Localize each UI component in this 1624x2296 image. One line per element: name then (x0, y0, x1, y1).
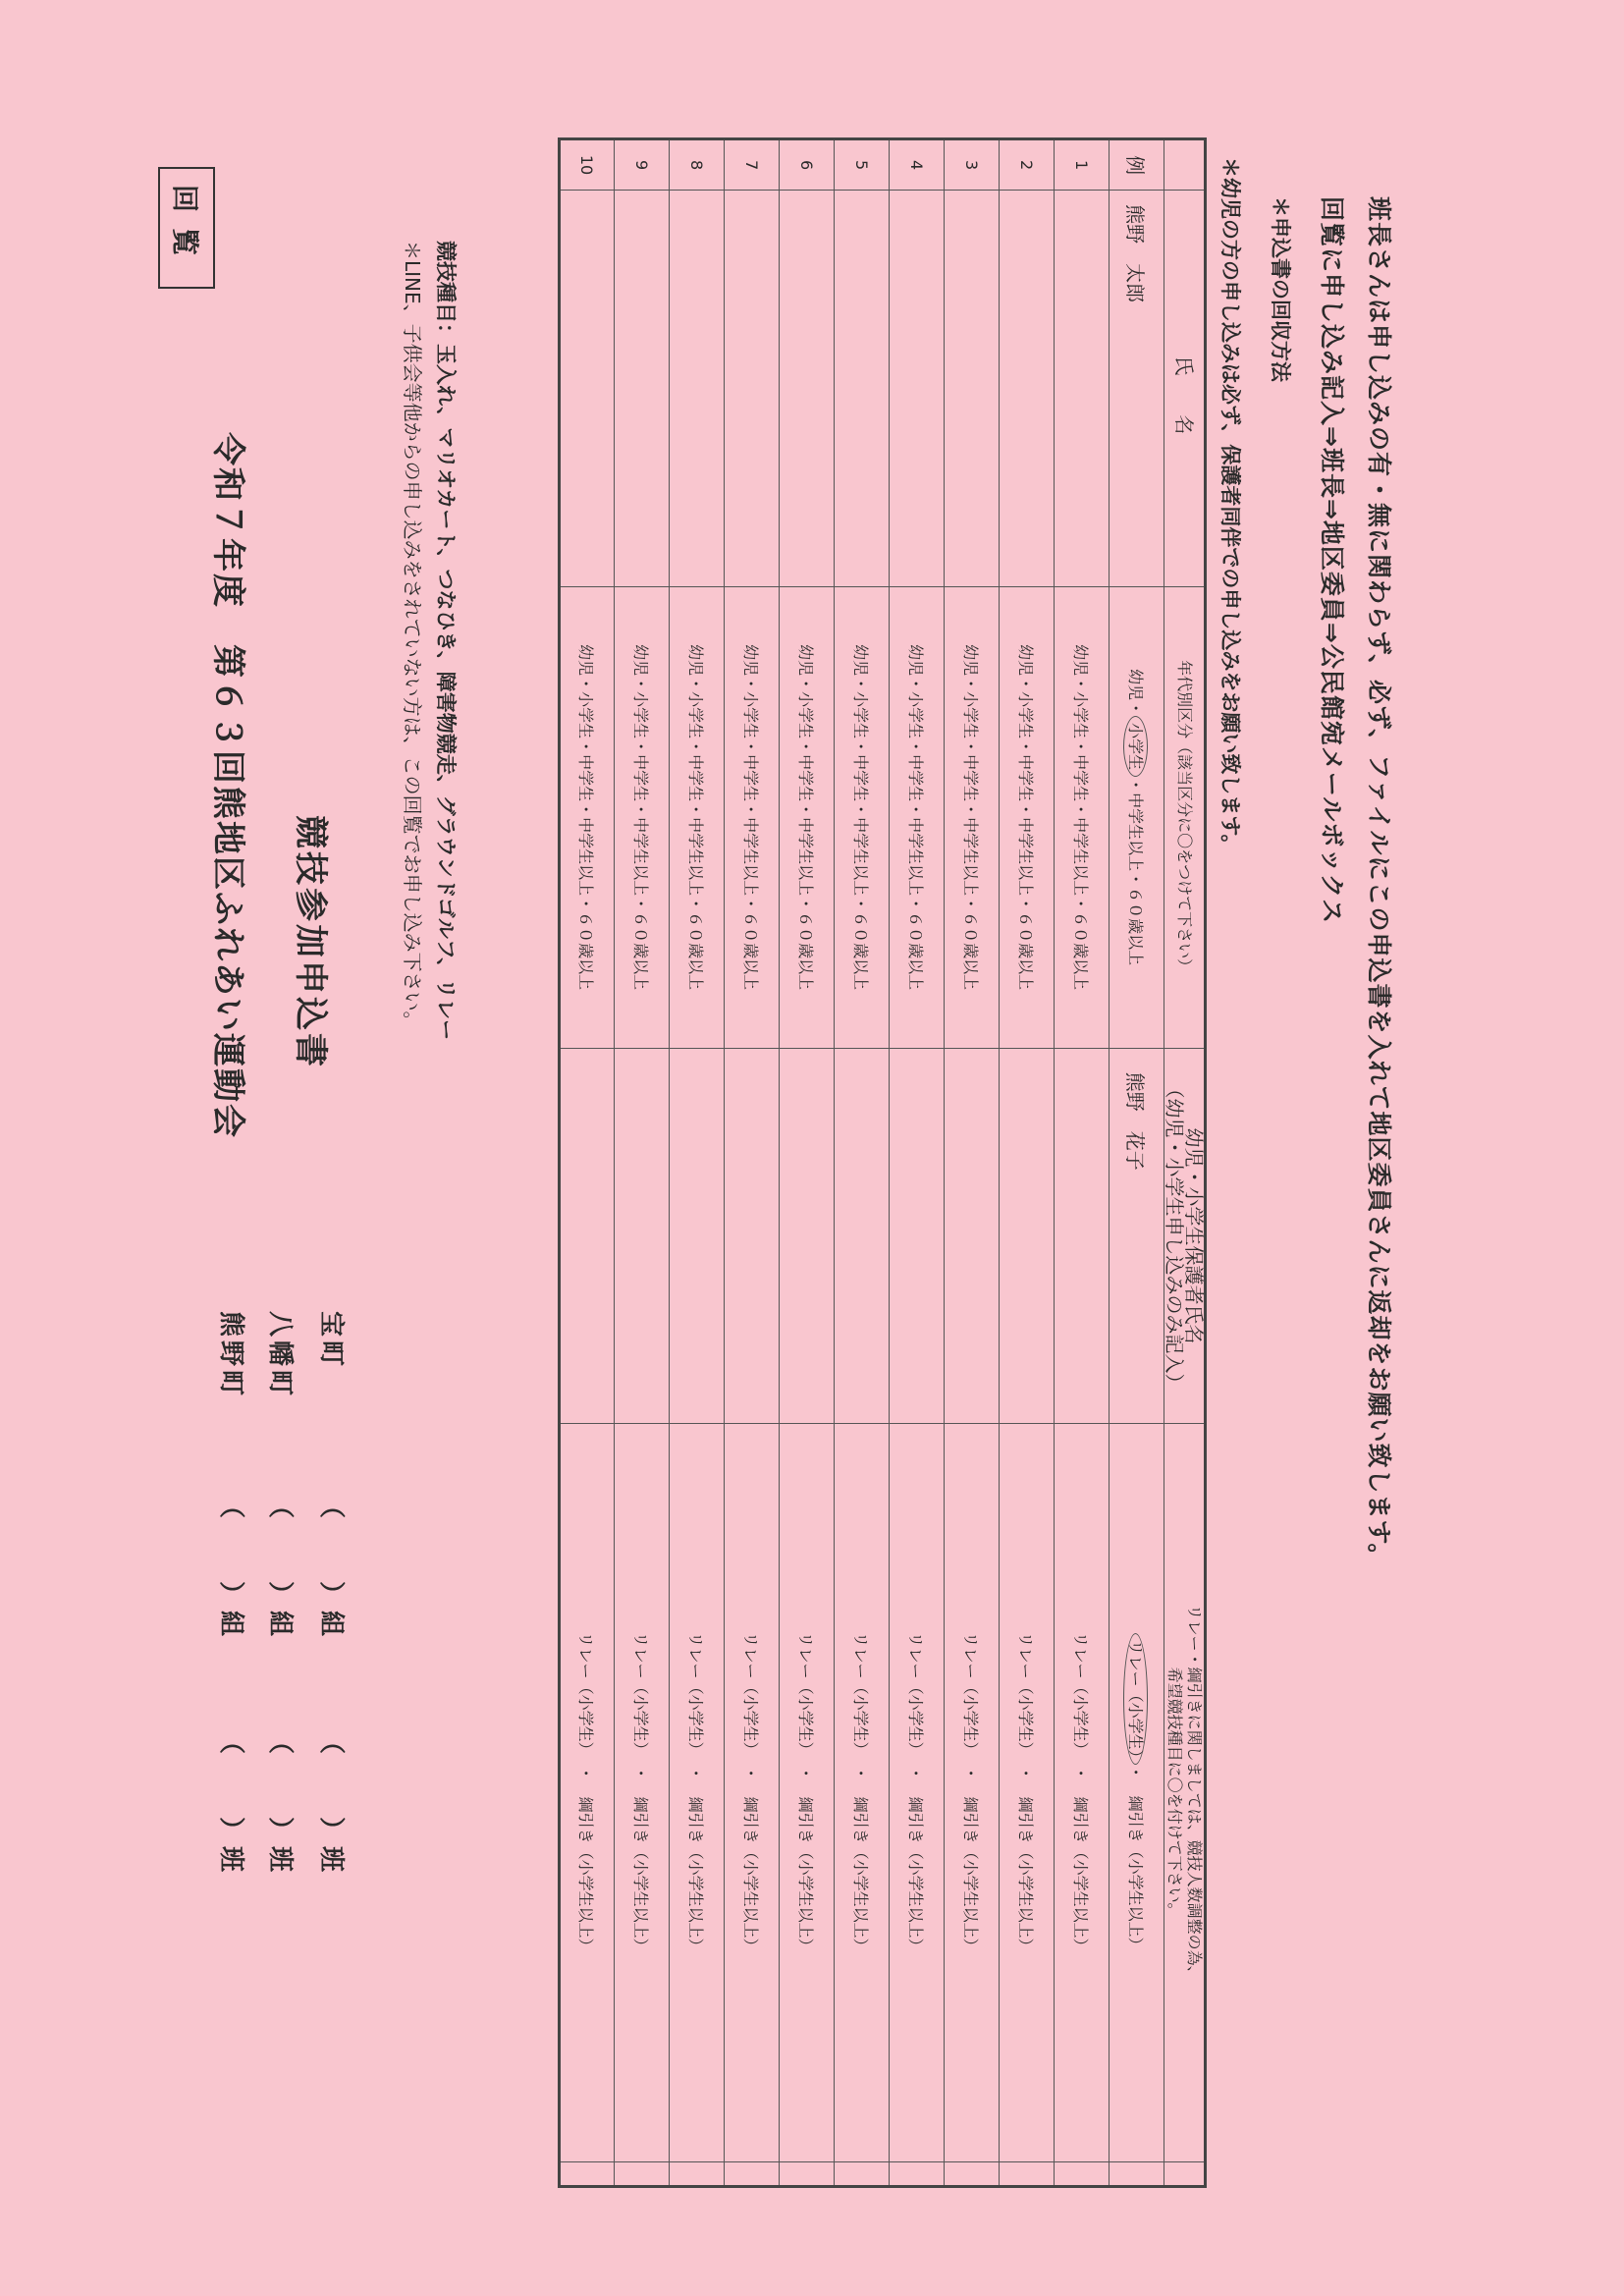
relay-cell[interactable]: リレー（小学生） ・ 綱引き（小学生以上） (780, 1424, 835, 2162)
name-cell[interactable] (945, 191, 1000, 586)
name-cell[interactable] (890, 191, 945, 586)
line-note: ＊LINE、子供会等他からの申し込みをされていない方は、この回覧でお申し込み下さい。 (401, 241, 424, 1031)
relay-cell[interactable]: リレー（小学生） ・ 綱引き（小学生以上） (725, 1424, 780, 2162)
age-post: ・中学生以上・６０歳以上 (1126, 777, 1145, 966)
relay-cell[interactable]: リレー（小学生） ・ 綱引き（小学生以上） (835, 1424, 890, 2162)
age-cell[interactable]: 幼児・小学生・中学生・中学生以上・６０歳以上 (835, 586, 890, 1048)
name-cell[interactable] (670, 191, 725, 586)
row-number: 6 (780, 139, 835, 191)
header-age: 年代別区分（該当区分に〇をつけて下さい） (1164, 586, 1206, 1048)
name-cell[interactable] (615, 191, 670, 586)
table-row (1055, 139, 1110, 2187)
blank-cell (560, 2161, 615, 2186)
age-pre: 幼児・ (1126, 669, 1145, 717)
table-row (835, 139, 890, 2187)
age-cell[interactable]: 幼児・小学生・中学生・中学生以上・６０歳以上 (615, 586, 670, 1048)
row-number: 10 (560, 139, 615, 191)
town-han: （ ）班 (265, 1728, 295, 1877)
table-row (1000, 139, 1055, 2187)
blank-cell (615, 2161, 670, 2186)
events-note: 競技種目：玉入れ、マリオカート、つなひき、障害物競走、グラウンドゴルフ、リレー (434, 241, 458, 1041)
table-row (890, 139, 945, 2187)
age-cell[interactable]: 幼児・小学生・中学生・中学生以上・６０歳以上 (780, 586, 835, 1048)
header-guardian-line2: （幼児・小学生申し込みのみ記入） (1163, 1078, 1186, 1394)
page-title: 令和７年度 第６３回熊地区ふれあい運動会 (208, 432, 247, 1139)
guardian-cell[interactable] (725, 1048, 780, 1424)
blank-cell (1000, 2161, 1055, 2186)
age-cell[interactable]: 幼児・小学生・中学生・中学生以上・６０歳以上 (560, 586, 615, 1048)
age-cell[interactable]: 幼児・小学生・中学生・中学生以上・６０歳以上 (1055, 586, 1110, 1048)
page-subtitle: 競技参加申込書 (291, 815, 330, 1069)
application-table (558, 137, 1207, 2188)
collect-flow: 回覧に申し込み記入⇒班長⇒地区委員⇒公民館宛メールボックス (1318, 196, 1346, 925)
row-number: 4 (890, 139, 945, 191)
row-number: 9 (615, 139, 670, 191)
guardian-cell[interactable] (890, 1048, 945, 1424)
table-row (945, 139, 1000, 2187)
header-guardian-line1: 幼児・小学生保護者氏名 (1182, 1127, 1206, 1344)
town-kumi: （ ）組 (216, 1493, 245, 1641)
row-number: 例 (1110, 139, 1164, 191)
relay-post: ・ 綱引き（小学生以上） (1126, 1764, 1145, 1953)
infant-note: ＊幼児の方の申し込みは必ず、保護者同伴での申し込みをお願い致します。 (1218, 157, 1242, 855)
relay-cell[interactable]: リレー（小学生） ・ 綱引き（小学生以上） (560, 1424, 615, 2162)
guardian-cell[interactable] (1000, 1048, 1055, 1424)
row-number: 7 (725, 139, 780, 191)
age-cell[interactable] (1110, 586, 1164, 1048)
relay-cell[interactable]: リレー（小学生） ・ 綱引き（小学生以上） (670, 1424, 725, 2162)
age-cell[interactable]: 幼児・小学生・中学生・中学生以上・６０歳以上 (670, 586, 725, 1048)
town-name: 八幡町 (265, 1311, 295, 1400)
guardian-cell[interactable] (615, 1048, 670, 1424)
header-relay (1164, 1424, 1206, 2162)
relay-circled: リレー（小学生） (1123, 1633, 1148, 1765)
name-cell[interactable] (725, 191, 780, 586)
guardian-cell[interactable] (835, 1048, 890, 1424)
name-cell[interactable] (1055, 191, 1110, 586)
guardian-cell[interactable] (560, 1048, 615, 1424)
example-row (1110, 139, 1164, 2187)
town-name: 熊野町 (216, 1311, 245, 1400)
relay-cell[interactable]: リレー（小学生） ・ 綱引き（小学生以上） (615, 1424, 670, 2162)
blank-cell (1110, 2161, 1164, 2186)
kairan-box: 回覧 (158, 167, 215, 289)
town-name: 宝町 (316, 1311, 346, 1371)
town-kumi: （ ）組 (265, 1493, 295, 1641)
collect-request: 班長さんは申し込みの有・無に関わらず、必ず、ファイルにこの申込書を入れて地区委員さんに返却をお願い致します。 (1365, 196, 1393, 1569)
town-han: （ ）班 (216, 1728, 245, 1877)
age-cell[interactable]: 幼児・小学生・中学生・中学生以上・６０歳以上 (890, 586, 945, 1048)
table-row (560, 139, 615, 2187)
blank-cell (725, 2161, 780, 2186)
guardian-cell[interactable] (780, 1048, 835, 1424)
table-row (780, 139, 835, 2187)
row-number: 5 (835, 139, 890, 191)
guardian-cell[interactable] (670, 1048, 725, 1424)
name-cell[interactable]: 熊野 太郎 (1110, 191, 1164, 586)
blank-cell (835, 2161, 890, 2186)
age-circled: 小学生 (1123, 716, 1148, 777)
table-row (615, 139, 670, 2187)
name-cell[interactable] (780, 191, 835, 586)
guardian-cell[interactable] (1055, 1048, 1110, 1424)
blank-cell (780, 2161, 835, 2186)
relay-cell[interactable]: リレー（小学生） ・ 綱引き（小学生以上） (945, 1424, 1000, 2162)
table-row (725, 139, 780, 2187)
guardian-cell[interactable]: 熊野 花子 (1110, 1048, 1164, 1424)
age-cell[interactable]: 幼児・小学生・中学生・中学生以上・６０歳以上 (725, 586, 780, 1048)
row-number: 2 (1000, 139, 1055, 191)
guardian-cell[interactable] (945, 1048, 1000, 1424)
header-number (1164, 139, 1206, 191)
header-relay-line2: 希望競技種目に〇を付けて下さい。 (1165, 1667, 1184, 1919)
row-number: 3 (945, 139, 1000, 191)
relay-cell[interactable]: リレー（小学生） ・ 綱引き（小学生以上） (1055, 1424, 1110, 2162)
town-han: （ ）班 (316, 1728, 346, 1877)
blank-cell (890, 2161, 945, 2186)
age-cell[interactable]: 幼児・小学生・中学生・中学生以上・６０歳以上 (945, 586, 1000, 1048)
header-name: 氏 名 (1164, 191, 1206, 586)
relay-cell[interactable]: リレー（小学生） ・ 綱引き（小学生以上） (1000, 1424, 1055, 2162)
blank-cell (670, 2161, 725, 2186)
table-row (670, 139, 725, 2187)
header-guardian (1164, 1048, 1206, 1424)
header-relay-line1: リレー・綱引きに関しましては、競技人数調整の為、 (1185, 1604, 1204, 1982)
collect-title: ＊申込書の回収方法 (1269, 196, 1292, 382)
name-cell[interactable] (560, 191, 615, 586)
name-cell[interactable] (1000, 191, 1055, 586)
relay-cell[interactable]: リレー（小学生） ・ 綱引き（小学生以上） (890, 1424, 945, 2162)
header-blank (1164, 2161, 1206, 2186)
blank-cell (1055, 2161, 1110, 2186)
town-kumi: （ ）組 (316, 1493, 346, 1641)
row-number: 8 (670, 139, 725, 191)
row-number: 1 (1055, 139, 1110, 191)
blank-cell (945, 2161, 1000, 2186)
name-cell[interactable] (835, 191, 890, 586)
relay-cell[interactable] (1110, 1424, 1164, 2162)
age-cell[interactable]: 幼児・小学生・中学生・中学生以上・６０歳以上 (1000, 586, 1055, 1048)
